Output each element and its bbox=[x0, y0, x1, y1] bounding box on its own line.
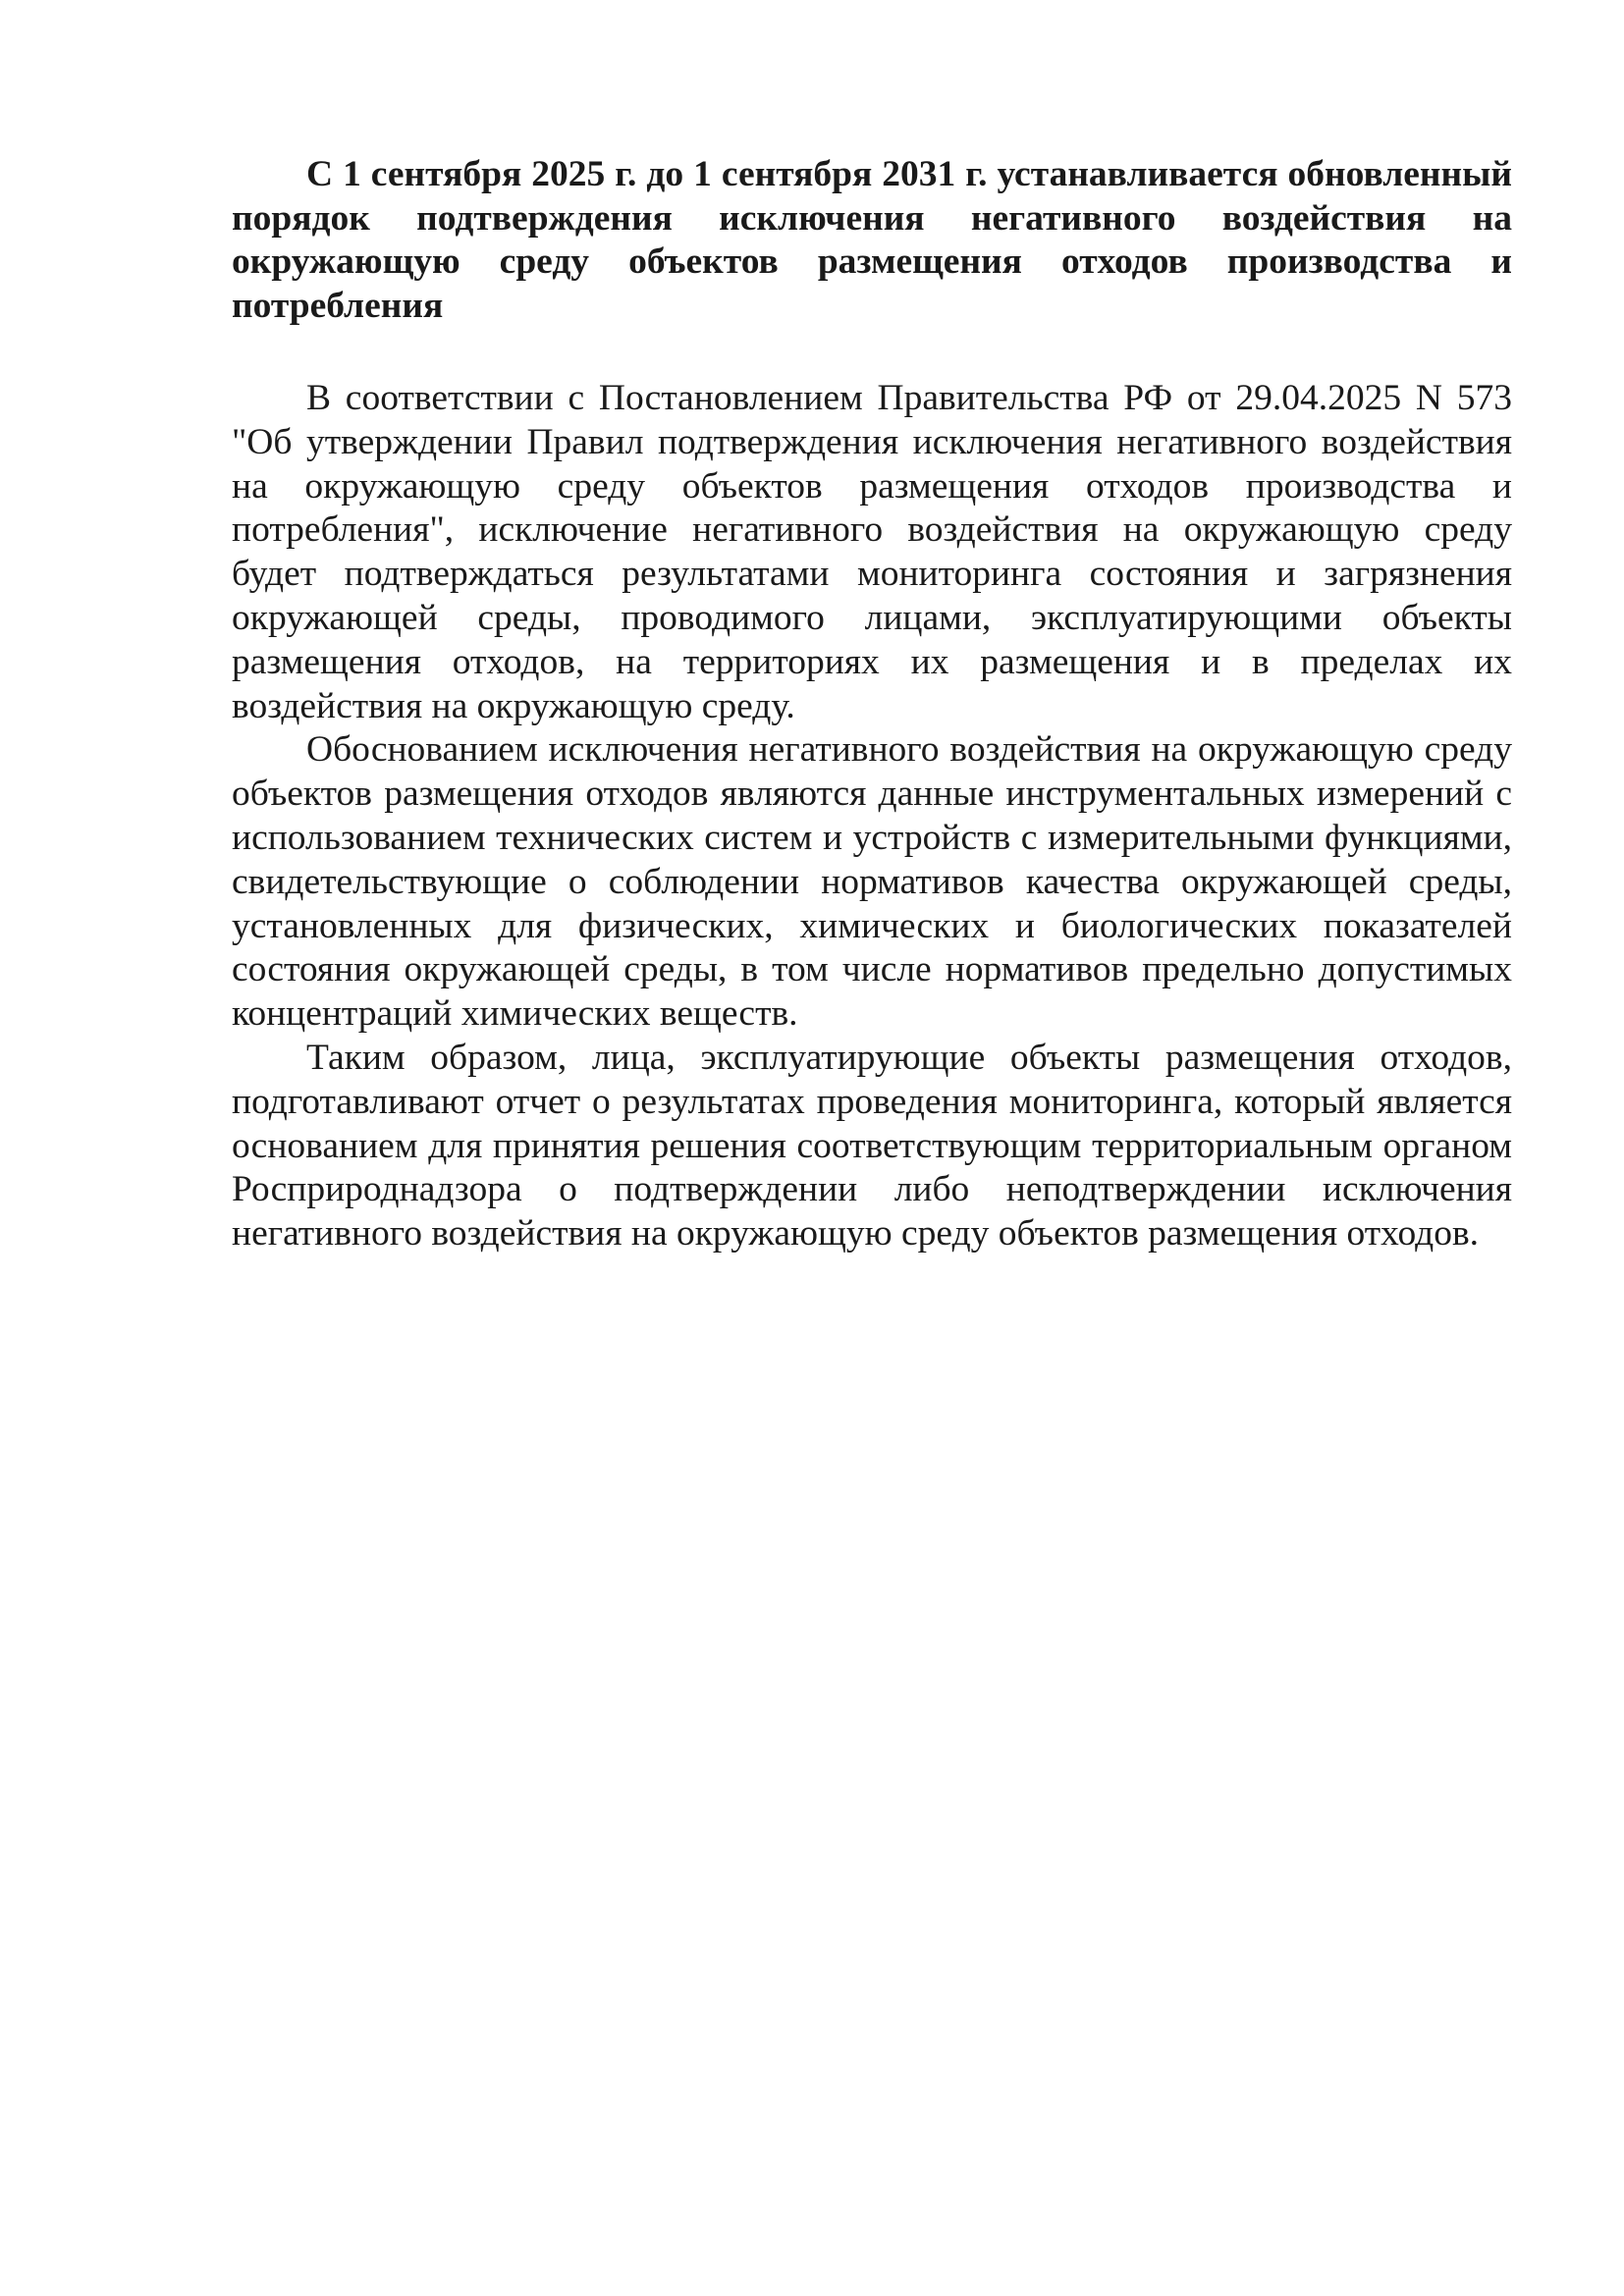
paragraph-3: Таким образом, лица, эксплуатирующие объекты размещения отходов, подготавливают отчет о результатах проведения мониторинга, который является основанием для принятия решения соответствующим территориальным органом Росприроднадзора о подтверждении либо неподтверждении исключения негативного воздействия на окружающую среду объектов размещения отходов. bbox=[232, 1037, 1512, 1255]
document-body bbox=[232, 153, 1512, 1256]
paragraph-1: В соответствии с Постановлением Правительства РФ от 29.04.2025 N 573 "Об утверждении Правил подтверждения исключения негативного воздействия на окружающую среду объектов размещения отходов производства и потребления", исключение негативного воздействия на окружающую среду будет подтверждаться результатами мониторинга состояния и загрязнения окружающей среды, проводимого лицами, эксплуатирующими объекты размещения отходов, на территориях их размещения и в пределах их воздействия на окружающую среду. bbox=[232, 378, 1512, 726]
document-title: С 1 сентября 2025 г. до 1 сентября 2031 г. устанавливается обновленный порядок подтверждения исключения негативного воздействия на окружающую среду объектов размещения отходов производства и потребления bbox=[232, 154, 1512, 326]
paragraph-2: Обоснованием исключения негативного воздействия на окружающую среду объектов размещения отходов являются данные инструментальных измерений с использованием технических систем и устройств с измерительными функциями, свидетельствующие о соблюдении нормативов качества окружающей среды, установленных для физических, химических и биологических показателей состояния окружающей среды, в том числе нормативов предельно допустимых концентраций химических веществ. bbox=[232, 729, 1512, 1035]
